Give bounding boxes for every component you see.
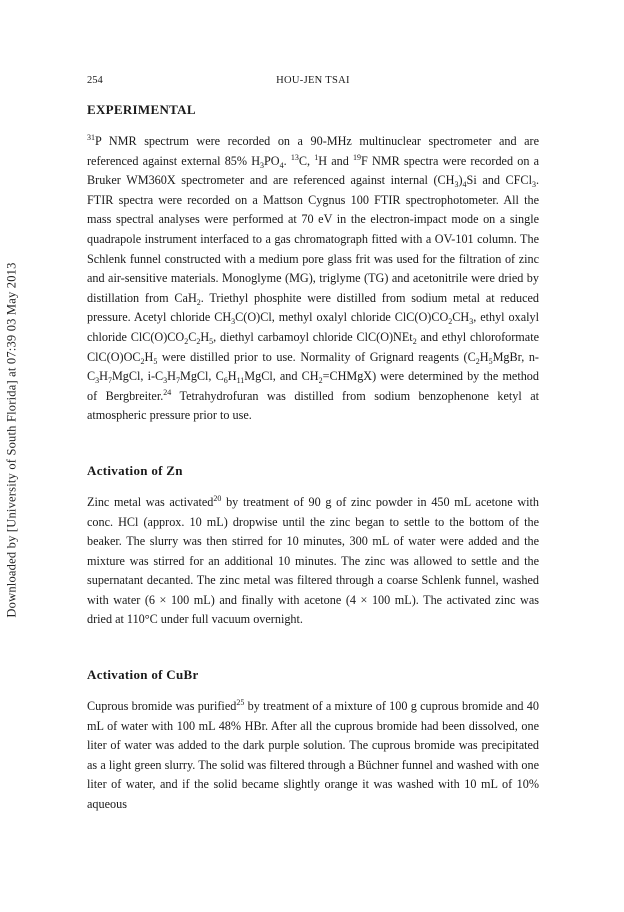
experimental-heading: EXPERIMENTAL (87, 102, 196, 117)
download-watermark (2, 210, 22, 670)
page-body (87, 90, 539, 815)
activation-zn-heading: Activation of Zn (87, 462, 183, 478)
experimental-paragraph: $^{31}$P NMR spectrum were recorded on a 90-MHz multinuclear spectrometer and are referenced against external 85% $H_3PO_4$. $^{13}$C, $^1$H and $^{19}$F NMR spectra were recorded on a Bruker WM360X spectrometer and are referenced against internal $(CH_3)_4Si$ and CFCl$_3$. FTIR spectra were recorded on a Mattson Cygnus 100 FTIR spectrophotometer. All the mass spectral analyses were performed at 70 eV in the electron-impact mode on a single quadrapole instrument interfaced to a gas chromatograph fitted with a OV-101 column. The Schlenk funnel constructed with a medium pore glass frit was used for the filtration of zinc and air-sensitive materials. Monoglyme (MG), triglyme (TG) and acetonitrile were dried by distillation from CaH$_2$. Triethyl phosphite were distilled from sodium metal at reduced pressure. Acetyl chloride $CH_3C(O)Cl$, methyl oxalyl chloride $ClC(O)CO_2CH_3$, ethyl oxalyl chloride $ClC(O)CO_2C_2H_5$, diethyl carbamoyl chloride ClC(O)NEt$_2$ and ethyl chloroformate $ClC(O)OC_2H_5$ were distilled prior to use. Normality of Grignard reagents ($C_2H_5MgBr$, $n-C_3H_7MgCl$, $i-C_3H_7MgCl$, $C_6H_{11}MgCl$, and $CH_2=CHMgX$) were determined by the method of Bergbreiter.$^{24}$ Tetrahydrofuran was distilled from sodium benzophenone ketyl at atmospheric pressure prior to use. (87, 133, 540, 423)
activation-cubr-paragraph: Cuprous bromide was purified$^{25}$ by treatment of a mixture of 100 g cuprous bromide and 40 mL of water with 100 mL 48% HBr. After all the cuprous bromide had been dissolved, one liter of water was added to the dark purple solution. The cuprous bromide was precipitated as a light green slurry. The solid was filtered through a Büchner funnel and washed with one liter of water, and if the solid became slightly orange it was washed with 10 mL of 10% aqueous (87, 698, 539, 812)
activation-cubr-heading: Activation of CuBr (87, 667, 199, 683)
page-number: 254 (87, 75, 103, 86)
running-head: HOU-JEN TSAI (276, 75, 350, 86)
page-header (87, 75, 539, 89)
download-watermark-text: Downloaded by [University of South Florida] at 07:39 03 May 2013 (4, 262, 19, 618)
activation-zn-paragraph: Zinc metal was activated$^{20}$ by treatment of 90 g of zinc powder in 450 mL acetone with conc. HCl (approx. 10 mL) dropwise until the zinc began to settle to the bottom of the beaker. The slurry was then stirred for 10 minutes, 300 mL of water were added and the mixture was stirred for an additional 10 minutes. The zinc was allowed to settle and the supernatant decanted. The zinc metal was filtered through a coarse Schlenk funnel, washed with water (6 × 100 mL) and finally with acetone (4 × 100 mL). The activated zinc was dried at 110°C under full vacuum overnight. (87, 493, 539, 627)
